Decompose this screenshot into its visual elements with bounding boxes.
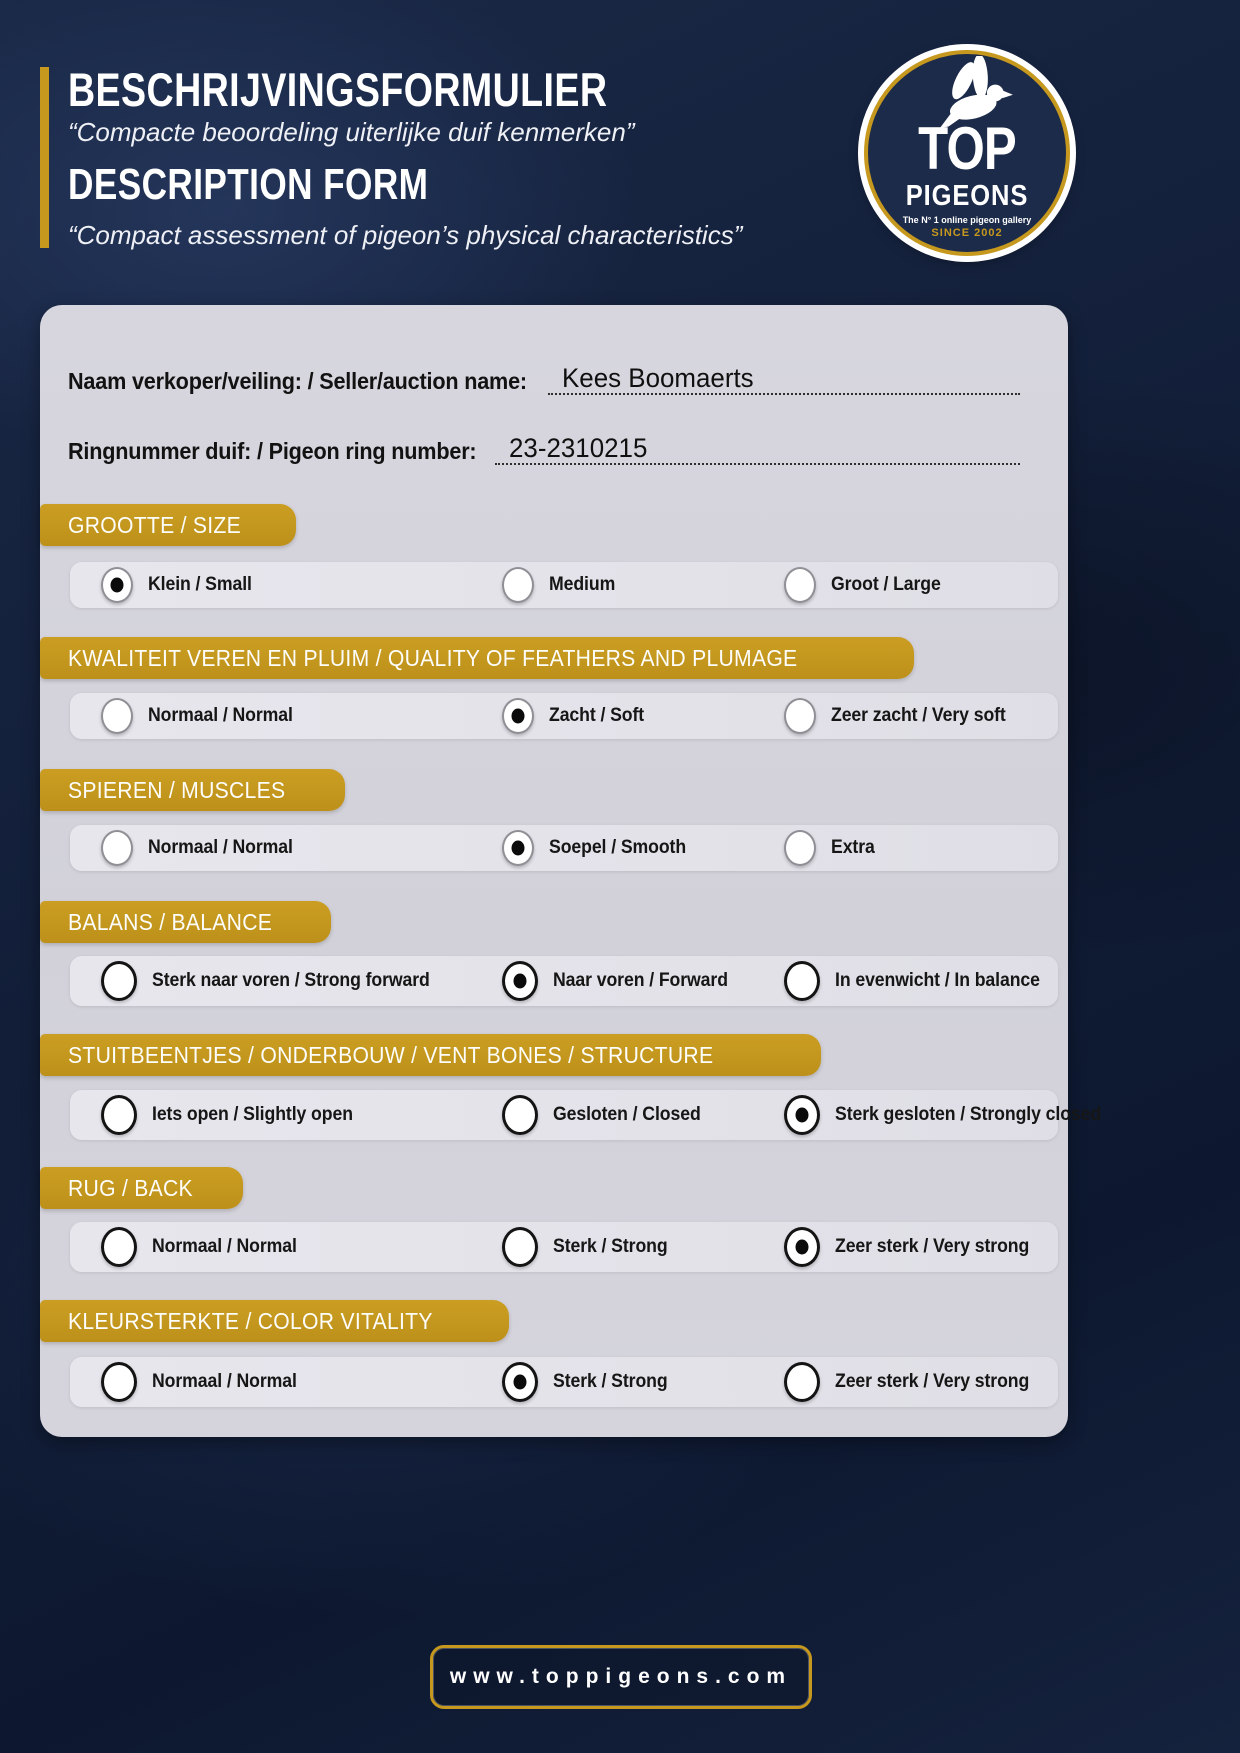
radio-icon[interactable] xyxy=(101,1227,137,1267)
radio-option[interactable]: Naar voren / Forward xyxy=(502,956,741,1006)
radio-option[interactable]: Medium xyxy=(502,562,620,608)
option-row-back xyxy=(70,1222,1058,1272)
page-subtitle-dutch: “Compacte beoordeling uiterlijke duif kenmerken” xyxy=(68,117,635,147)
seller-name-label: Naam verkoper/veiling: / Seller/auction name: xyxy=(68,368,527,394)
radio-option[interactable]: Normaal / Normal xyxy=(101,1222,308,1272)
radio-option[interactable]: Normaal / Normal xyxy=(101,693,304,739)
logo-tagline: The N° 1 online pigeon gallery xyxy=(902,215,1032,225)
radio-icon[interactable] xyxy=(502,567,534,603)
radio-option[interactable]: Sterk / Strong xyxy=(502,1222,676,1272)
radio-option[interactable]: Zeer zacht / Very soft xyxy=(784,693,1019,739)
radio-option[interactable]: Sterk gesloten / Strongly closed xyxy=(784,1090,1121,1140)
page-title-english: DESCRIPTION FORM xyxy=(68,160,429,209)
radio-icon[interactable] xyxy=(784,1227,820,1267)
logo-word-top: TOP xyxy=(918,115,1016,182)
radio-option[interactable]: Sterk / Strong xyxy=(502,1357,676,1407)
option-row-size xyxy=(70,562,1058,608)
form-panel xyxy=(40,305,1102,1437)
radio-icon[interactable] xyxy=(101,1095,137,1135)
radio-option[interactable]: Klein / Small xyxy=(101,562,260,608)
option-row-muscles xyxy=(70,825,1058,871)
radio-icon[interactable] xyxy=(101,961,137,1001)
option-row-balance xyxy=(70,956,1058,1006)
radio-option[interactable]: Extra xyxy=(784,825,878,871)
radio-icon[interactable] xyxy=(502,1095,538,1135)
radio-icon[interactable] xyxy=(784,961,820,1001)
header-accent-bar xyxy=(40,67,49,248)
website-button[interactable] xyxy=(430,1645,812,1709)
ring-number-field xyxy=(68,433,1020,465)
seller-name-input[interactable] xyxy=(548,363,1020,395)
radio-option[interactable]: Soepel / Smooth xyxy=(502,825,696,871)
page-subtitle-english: “Compact assessment of pigeon’s physical characteristics” xyxy=(68,220,743,250)
radio-icon[interactable] xyxy=(101,698,133,734)
radio-option[interactable]: Gesloten / Closed xyxy=(502,1090,712,1140)
option-row-vent-bones xyxy=(70,1090,1102,1140)
logo-word-pigeons: PIGEONS xyxy=(905,180,1029,212)
radio-icon[interactable] xyxy=(784,698,816,734)
section-header-balance: BALANS / BALANCE xyxy=(40,901,331,943)
radio-icon[interactable] xyxy=(502,1227,538,1267)
section-header-size: GROOTTE / SIZE xyxy=(40,504,296,546)
option-row-color-vitality xyxy=(70,1357,1058,1407)
section-header-back: RUG / BACK xyxy=(40,1167,243,1209)
radio-option[interactable]: Zeer sterk / Very strong xyxy=(784,1357,1044,1407)
logo-since-badge: SINCE 2002 xyxy=(931,227,1003,239)
radio-icon[interactable] xyxy=(101,1362,137,1402)
website-url: www.toppigeons.com xyxy=(449,1665,793,1688)
radio-option[interactable]: Normaal / Normal xyxy=(101,825,304,871)
radio-icon[interactable] xyxy=(784,1362,820,1402)
radio-option[interactable]: Iets open / Slightly open xyxy=(101,1090,368,1140)
section-header-muscles: SPIEREN / MUSCLES xyxy=(40,769,345,811)
radio-icon[interactable] xyxy=(101,567,133,603)
seller-name-value: Kees Boomaerts xyxy=(562,363,754,393)
radio-option[interactable]: Groot / Large xyxy=(784,562,949,608)
radio-icon[interactable] xyxy=(502,1362,538,1402)
radio-icon[interactable] xyxy=(784,567,816,603)
section-header-feathers: KWALITEIT VEREN EN PLUIM / QUALITY OF FEATHERS AND PLUMAGE xyxy=(40,637,914,679)
radio-icon[interactable] xyxy=(502,961,538,1001)
section-header-vent-bones: STUITBEENTJES / ONDERBOUW / VENT BONES / STRUCTURE xyxy=(40,1034,821,1076)
radio-icon[interactable] xyxy=(101,830,133,866)
radio-option[interactable]: In evenwicht / In balance xyxy=(784,956,1055,1006)
ring-number-input[interactable] xyxy=(495,433,1021,465)
page-title-dutch: BESCHRIJVINGSFORMULIER xyxy=(68,63,608,116)
radio-option[interactable]: Zacht / Soft xyxy=(502,693,651,739)
radio-option[interactable]: Zeer sterk / Very strong xyxy=(784,1222,1044,1272)
section-header-color-vitality: KLEURSTERKTE / COLOR VITALITY xyxy=(40,1300,509,1342)
ring-number-value: 23-2310215 xyxy=(508,433,647,463)
radio-icon[interactable] xyxy=(502,830,534,866)
option-row-feathers xyxy=(70,693,1058,739)
top-pigeons-logo xyxy=(864,50,1070,256)
radio-option[interactable]: Normaal / Normal xyxy=(101,1357,308,1407)
radio-icon[interactable] xyxy=(784,830,816,866)
radio-option[interactable]: Sterk naar voren / Strong forward xyxy=(101,956,451,1006)
seller-name-field xyxy=(68,363,1020,395)
ring-number-label: Ringnummer duif: / Pigeon ring number: xyxy=(68,438,477,464)
radio-icon[interactable] xyxy=(502,698,534,734)
radio-icon[interactable] xyxy=(784,1095,820,1135)
